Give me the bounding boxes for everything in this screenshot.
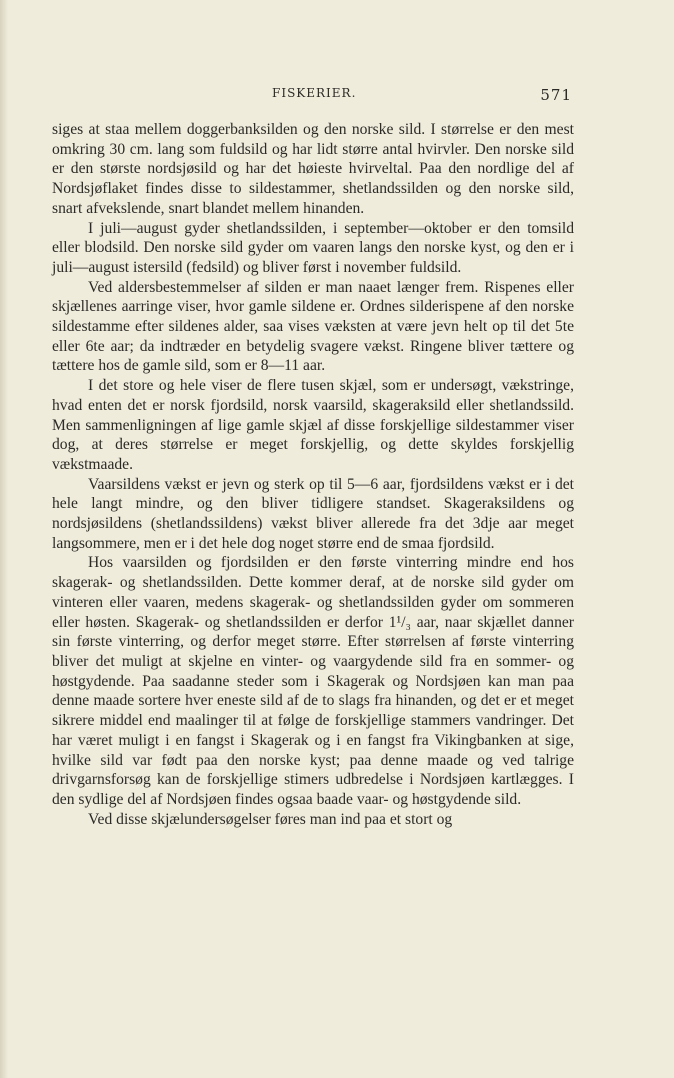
page-edge [0,0,8,1078]
paragraph: Hos vaarsilden og fjordsilden er den første vinterring mindre end hos skagerak- og shetlandssilden. Dette kommer deraf, at de norske sild gyder om vinteren eller vaaren, medens skagerak- og shetlandssilden gyder om sommeren eller høsten. Skagerak- og shetlandssilden er derfor 1¹/₃ aar, naar skjællet danner sin første vinterring, og derfor meget større. Efter størrelsen af første vinterring bliver det muligt at skjelne en vinter- og vaargydende sild fra en sommer- og høstgydende. Paa saadanne steder som i Skagerak og Nordsjøen kan man paa denne maade sortere hver eneste sild af de to slags fra hinanden, og det er et meget sikrere middel end maalinger til at følge de forskjellige stammers vandringer. Det har været muligt i en fangst i Skagerak og i en fangst fra Vikingbanken at sige, hvilke sild var født paa den norske kyst; paa denne maade og ved talrige drivgarnsforsøg kan de forskjellige stimers udbredelse i Nordsjøen kartlægges. I den sydlige del af Nordsjøen findes ogsaa baade vaar- og høstgydende sild. [52,554,574,808]
paragraph: I det store og hele viser de flere tusen skjæl, som er undersøgt, vækstringe, hvad enten det er norsk fjordsild, norsk vaarsild, skageraksild eller shetlandssild. Men sammenligningen af lige gamle skjæl af disse forskjellige sildestammer viser dog, at deres størrelse er meget forskjellig, og dette skyldes forskjellig vækstmaade. [52,377,574,473]
paragraph: Vaarsildens vækst er jevn og sterk op til 5—6 aar, fjordsildens vækst er i det hele langt mindre, og den bliver tidligere standset. Skageraksildens og nordsjøsildens (shetlandssildens) vækst bliver allerede fra det 3dje aar meget langsommere, men er i det hele dog noget større end de smaa fjordsild. [52,475,574,552]
paragraph: Ved disse skjælundersøgelser føres man ind paa et stort og [88,810,453,828]
paragraph: I juli—august gyder shetlandssilden, i september—oktober er den tomsild eller blodsild. Den norske sild gyder om vaaren langs den norske kyst, og den er i juli—august istersild (fedsild) og bliver først i november fuldsild. [52,219,574,276]
running-title: FISKERIER. [272,86,357,100]
paragraph: siges at staa mellem doggerbanksilden og den norske sild. I størrelse er den mest omkring 30 cm. lang som fuldsild og har lidt større antal hvirvler. Den norske sild er den største nordsjøsild og har det høieste hvirveltal. Paa den nordlige del af Nordsjøflaket findes disse to sildestammer, shetlandssilden og den norske sild, snart afvekslende, snart blandet mellem hinanden. [52,121,574,217]
body-text [52,120,574,829]
running-header [52,86,572,106]
paragraph: Ved aldersbestemmelser af silden er man naaet længer frem. Rispenes eller skjællenes aarringe viser, hvor gamle sildene er. Ordnes silderispene af den norske sildestamme efter sildenes alder, saa vises væksten at være jevn helt op til det 5te eller 6te aar; da indtræder en betydelig svagere vækst. Ringene bliver tættere og tættere hos de gamle sild, som er 8—11 aar. [52,278,574,375]
page-number: 571 [540,86,572,104]
